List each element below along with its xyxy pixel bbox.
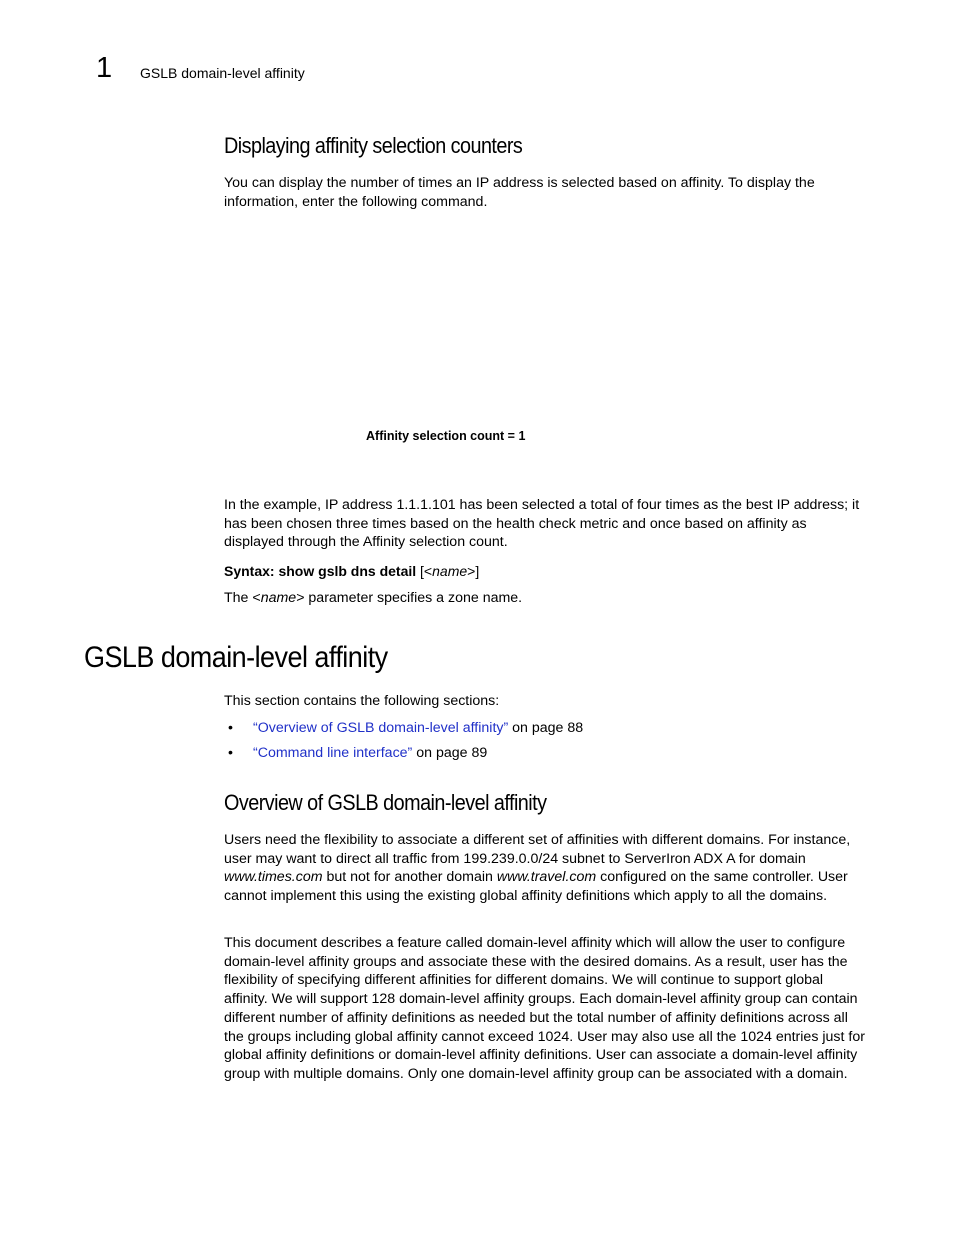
chapter-section-heading: GSLB domain-level affinity bbox=[84, 641, 388, 674]
param-suffix: > parameter specifies a zone name. bbox=[296, 590, 523, 606]
syntax-command: show gslb dns detail bbox=[278, 563, 417, 579]
overview-p1-text-b: but not for another domain bbox=[322, 869, 497, 886]
syntax-label: Syntax: bbox=[224, 563, 275, 579]
section-heading-counters: Displaying affinity selection counters bbox=[224, 133, 523, 158]
chapter-number: 1 bbox=[96, 52, 113, 84]
section-heading-overview: Overview of GSLB domain-level affinity bbox=[224, 790, 547, 815]
command-line-interface-link[interactable]: “Command line interface” bbox=[253, 745, 413, 761]
page-reference: on page 88 bbox=[508, 720, 584, 736]
param-description bbox=[224, 589, 870, 608]
syntax-param: name bbox=[432, 563, 468, 579]
list-item bbox=[224, 719, 583, 744]
domain-times: www.times.com bbox=[224, 869, 323, 886]
chapter-section-intro: This section contains the following sections: bbox=[224, 693, 500, 709]
overview-paragraph-1 bbox=[224, 831, 870, 906]
page-reference: on page 89 bbox=[412, 745, 488, 761]
overview-p1-text-a: Users need the flexibility to associate a different set of affinities with different domains. For instance, user may want to direct all traffic from 199.239.0.0/24 subnet to ServerIron ADX A for domain bbox=[224, 832, 851, 867]
param-prefix: The < bbox=[224, 590, 261, 606]
syntax-bracket-open: [< bbox=[416, 563, 433, 579]
domain-travel: www.travel.com bbox=[496, 869, 597, 886]
section-link-list bbox=[224, 719, 583, 769]
counters-intro-paragraph: You can display the number of times an IP address is selected based on affinity. To display the information, enter the following command. bbox=[224, 175, 815, 210]
bullet-icon: • bbox=[228, 745, 233, 761]
param-name: name bbox=[260, 590, 297, 606]
overview-link[interactable]: “Overview of GSLB domain-level affinity” bbox=[253, 720, 509, 736]
overview-p1-text-c: configured on the same controller. User cannot implement this using the existing global affinity definitions which apply to all the domains. bbox=[224, 869, 848, 905]
syntax-line bbox=[224, 562, 870, 581]
syntax-bracket-close: >] bbox=[467, 563, 480, 579]
overview-paragraph-2: This document describes a feature called domain-level affinity which will allow the user to configure domain-level affinity groups and associate these with the desired domains. As a result, user has the flexibility of specifying different affinities for different domains. We will continue to support global affinity. We will support 128 domain-level affinity groups. Each domain-level affinity group can contain different number of affinity definitions as needed but the total number of affinity definitions across all the groups including global affinity cannot exceed 1024. User may also use all the 1024 entries just for global affinity definitions or domain-level affinity definitions. User can associate a domain-level affinity group with multiple domains. Only one domain-level affinity group can be associated with a domain. bbox=[224, 935, 865, 1082]
list-item bbox=[224, 744, 583, 769]
command-output-line: Affinity selection count = 1 bbox=[366, 429, 526, 443]
bullet-icon: • bbox=[228, 720, 233, 736]
running-header-title: GSLB domain-level affinity bbox=[140, 65, 305, 81]
counters-explanation-paragraph: In the example, IP address 1.1.1.101 has been selected a total of four times as the best IP address; it has been chosen three times based on the health check metric and once based on affinity as displayed through the Affinity selection count. bbox=[224, 497, 860, 551]
